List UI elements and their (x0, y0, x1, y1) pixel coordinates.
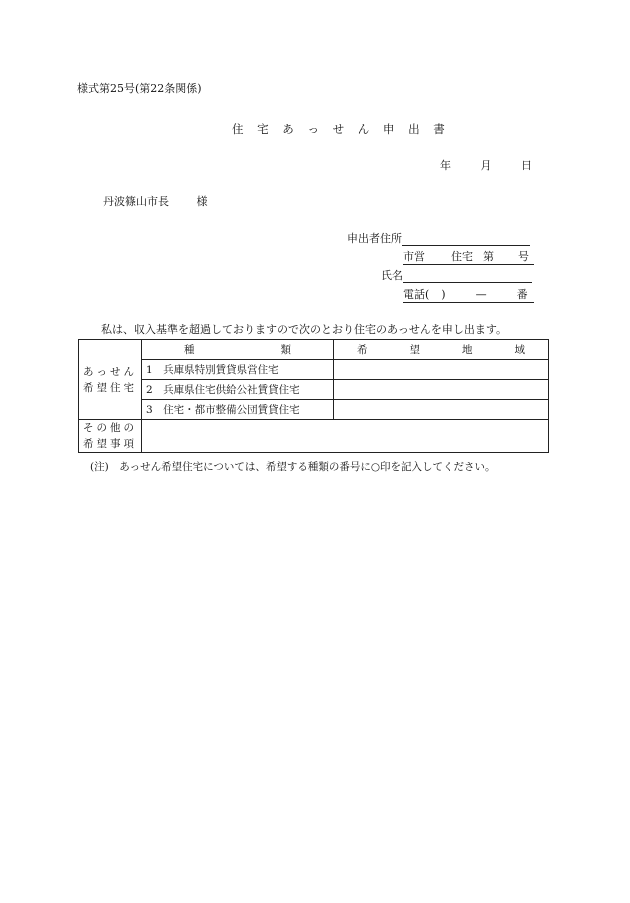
applicant-address-label: 申出者住所 (347, 232, 402, 245)
phone-field[interactable] (403, 286, 534, 303)
desired-area-cell[interactable] (334, 380, 549, 400)
housing-no: 第 (483, 250, 494, 263)
applicant-name-label: 氏名 (381, 269, 403, 282)
applicant-address-row (347, 230, 530, 246)
group-housing-label (79, 340, 142, 420)
col-header-area (334, 340, 549, 360)
housing-type-option[interactable]: 2 兵庫県住宅供給公社賃貸住宅 (142, 380, 334, 400)
form-number: 様式第25号(第22条関係) (77, 82, 202, 95)
date-year-label: 年 (440, 159, 451, 172)
col-header-area-char: 望 (409, 344, 420, 356)
housing-suffix: 号 (518, 250, 529, 263)
desired-area-cell[interactable] (334, 360, 549, 380)
col-header-area-char: 地 (462, 344, 473, 356)
addressee (103, 193, 208, 209)
group-housing-label-line2: 希望住宅 (83, 381, 137, 394)
col-header-type (142, 340, 334, 360)
date-month-label: 月 (480, 159, 492, 172)
phone-close: ) (441, 288, 446, 301)
applicant-name-row (381, 267, 532, 283)
housing-field[interactable] (403, 248, 534, 265)
applicant-name-field[interactable] (403, 269, 532, 283)
housing-mid: 住宅 (451, 250, 473, 263)
housing-row (403, 248, 534, 265)
housing-type-option[interactable]: 3 住宅・都市整備公団賃貸住宅 (142, 400, 334, 420)
other-requests-field[interactable] (142, 420, 549, 453)
document-title: 住 宅 あ っ せ ん 申 出 書 (232, 122, 450, 136)
col-header-type-b: 類 (280, 344, 291, 356)
applicant-address-field[interactable] (402, 232, 530, 246)
request-table (78, 339, 549, 453)
col-header-type-a: 種 (184, 344, 195, 356)
group-other-label (79, 420, 142, 453)
group-other-label-line1: その他の (83, 422, 137, 434)
group-other-label-line2: 希望事項 (83, 438, 137, 450)
footnote: (注) あっせん希望住宅については、希望する種類の番号に○印を記入してください。 (90, 461, 496, 473)
phone-dash: — (475, 288, 487, 301)
addressee-honorific: 様 (196, 195, 208, 208)
date-day-label: 日 (521, 159, 532, 172)
col-header-area-char: 域 (514, 344, 525, 356)
addressee-name: 丹波篠山市長 (103, 195, 169, 208)
housing-type-option[interactable]: 1 兵庫県特別賃貸県営住宅 (142, 360, 334, 380)
table-header-row (79, 340, 549, 360)
phone-label: 電話( (403, 288, 430, 301)
phone-row (403, 286, 534, 303)
table-row (79, 400, 549, 420)
table-row-other (79, 420, 549, 453)
col-header-area-char: 希 (357, 344, 368, 356)
table-row (79, 360, 549, 380)
date-line (440, 157, 532, 173)
housing-prefix: 市営 (403, 250, 425, 263)
group-housing-label-line1: あっせん (83, 365, 137, 378)
table-row (79, 380, 549, 400)
desired-area-cell[interactable] (334, 400, 549, 420)
phone-suffix: 番 (516, 288, 528, 301)
statement-text: 私は、収入基準を超過しておりますので次のとおり住宅のあっせんを申し出ます。 (101, 323, 508, 336)
